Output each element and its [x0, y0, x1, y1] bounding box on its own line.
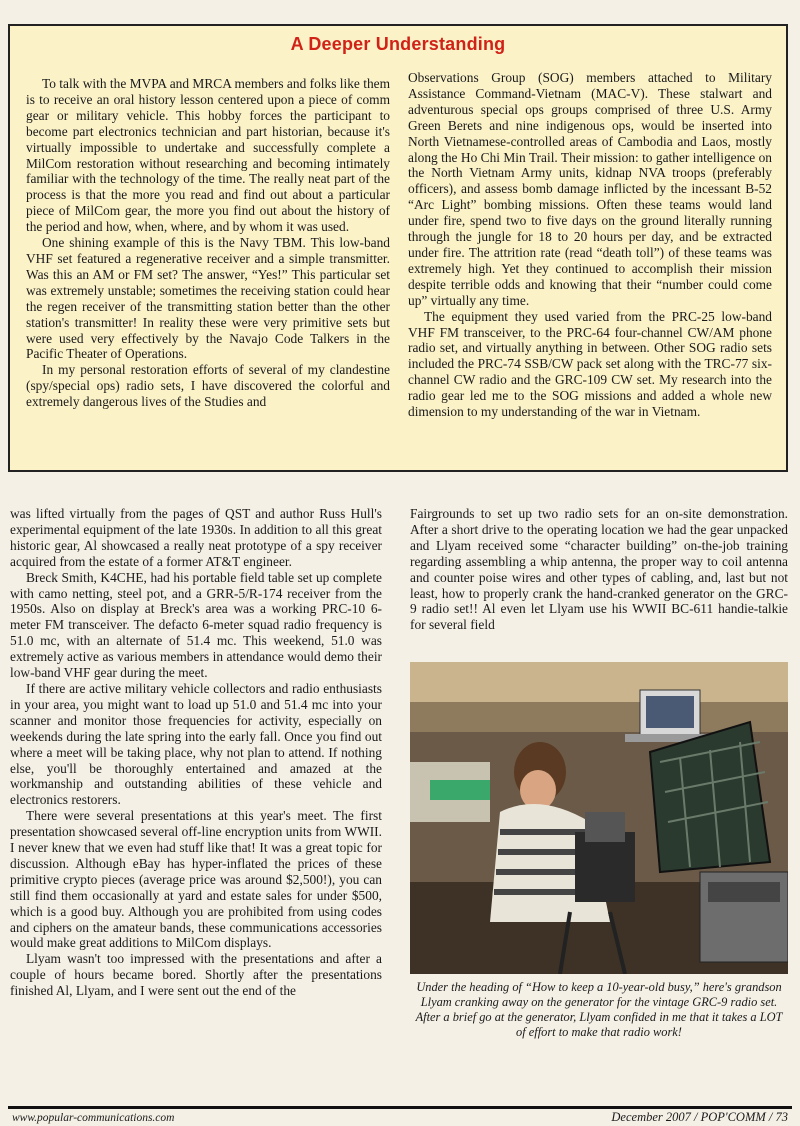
sidebar-paragraph: One shining example of this is the Navy TBM. This low-band VHF set featured a regenerative receiver and a simple transmitter. Was this an AM or FM set? The answer, “Yes!” This particular set was extremely unstable; sometimes the receiving station could hear the regen receiver of the transmitting station better than the other station's transmitter! In reality these were very primitive sets but were used very effectively by the Navajo Code Talkers in the Pacific Theater of Operations.: [26, 235, 390, 362]
article-right-column: [410, 506, 788, 633]
sidebar-paragraph: Observations Group (SOG) members attached to Military Assistance Command-Vietnam (MAC-V). These stalwart and adventurous special ops groups comprised of three U.S. Army Green Berets and nine indigenous ops, would be inserted into North Vietnamese-controlled areas of Cambodia and Laos, mostly along the Ho Chi Min Trail. Their mission: to gather intelligence on the North Vietnam Army units, kidnap NVA troops (preferably officers), and assess bomb damage inflicted by the incessant B-52 “Arc Light” bombing missions. Often these teams would land under fire, spend two to five days on the ground literally running through the jungle for 18 to 20 hours per day, and be extracted under fire. The attrition rate (read “death toll”) of these teams was extremely high. Yet they continued to accomplish their mission despite terrible odds and knowing that their “number could come up” virtually any time.: [408, 70, 772, 308]
footer-url: www.popular-communications.com: [12, 1112, 175, 1124]
article-paragraph: Fairgrounds to set up two radio sets for an on-site demonstration. After a short drive to the operating location we had the gear unpacked and Llyam received some “character building” on-the-job training regarding assembling a whip antenna, the proper way to coil antenna and counter poise wires and other types of cabling, and, last but not least, how to properly crank the hand-cranked generator on the GRC-9 radio set!! Al even let Llyam use his WWII BC-611 handie-talkie for several field: [410, 506, 788, 633]
article-paragraph: Llyam wasn't too impressed with the presentations and after a couple of hours became bored. Shortly after the presentations finished Al, Llyam, and I were sent out the end of the: [10, 951, 382, 999]
article-paragraph: Breck Smith, K4CHE, had his portable field table set up complete with camo netting, steel pot, and a GRR-5/R-174 receiver from the 1950s. Also on display at Breck's area was a working PRC-10 6-meter FM transceiver. The defacto 6-meter squad radio frequency is 51.0 mc, with an alternate of 51.4 mc. This weekend, 51.0 was extremely active as various members in attendance would demo their low-band VHF gear during the meet.: [10, 569, 382, 681]
photo-illustration: [410, 662, 788, 974]
sidebar-box: [8, 24, 788, 472]
sidebar-paragraph: The equipment they used varied from the PRC-25 low-band VHF FM transceiver, to the PRC-64 four-channel CW/AM phone radio set, and virtually anything in between. Other SOG radio sets included the PRC-74 SSB/CW pack set along with the TRC-77 six-channel CW radio and the GRC-109 CW set. My research into the radio gear led me to the SOG missions and added a whole new dimension to my understanding of the war in Vietnam.: [408, 308, 772, 420]
footer-rule: [8, 1106, 792, 1109]
article-paragraph: If there are active military vehicle collectors and radio enthusiasts in your area, you might want to load up 51.0 and 51.4 mc into your scanner and monitor those frequencies for activity, especially on weekends during the late spring into the early fall. Once you find out where a meet will be taking place, why not plan to attend. If nothing else, you'll be thoroughly entertained and amazed at the workmanship and outstanding abilities of these vehicle and electronics restorers.: [10, 680, 382, 808]
article-paragraph: was lifted virtually from the pages of QST and author Russ Hull's experimental equipment of the late 1930s. In addition to all this great historic gear, Al showcased a really neat prototype of a spy receiver acquired from the estate of a former AT&T engineer.: [10, 506, 382, 569]
sidebar-right-column: [408, 70, 772, 420]
sidebar-title: A Deeper Understanding: [290, 34, 506, 54]
sidebar-left-column: [26, 76, 390, 410]
article-paragraph: There were several presentations at this year's meet. The first presentation showcased several off-line encryption units from WWII. I never knew that we even had stuff like that! It was a great topic for discussion. Although eBay has hyper-inflated the prices of these primitive crypto pieces (average price was around $2,500!), you can still find them occasionally at yard and estate sales for under $500, which is a good buy. Although you are prohibited from using codes and ciphers on the amateur bands, these communications accessories would make great additions to MilCom displays.: [10, 808, 382, 951]
sidebar-paragraph: In my personal restoration efforts of several of my clandestine (spy/special ops) radio sets, I have discovered the colorful and extremely dangerous lives of the Studies and: [26, 362, 390, 410]
article-photo: [410, 662, 788, 974]
footer-issue: December 2007 / POP'COMM / 73: [611, 1110, 788, 1124]
article-left-column: [10, 506, 382, 999]
photo-caption: Under the heading of “How to keep a 10-year-old busy,” here's grandson Llyam cranking away on the generator for the vintage GRC-9 radio set. After a brief go at the generator, Llyam confided in me that it takes a LOT of effort to make that radio work!: [415, 980, 783, 1039]
sidebar-paragraph: To talk with the MVPA and MRCA members and folks like them is to receive an oral history lesson centered upon a piece of comm gear or military vehicle. This hobby forces the participant to become part electronics technician and part historian, because it's virtually impossible to undertake and successfully complete a MilCom restoration without researching and becoming intimately familiar with the technology of the time. The really neat part of the process is that the more you read and find out about a particular piece of MilCom gear, the more you find out about the history of the period and how, when, where, and by whom it was used.: [26, 76, 390, 235]
